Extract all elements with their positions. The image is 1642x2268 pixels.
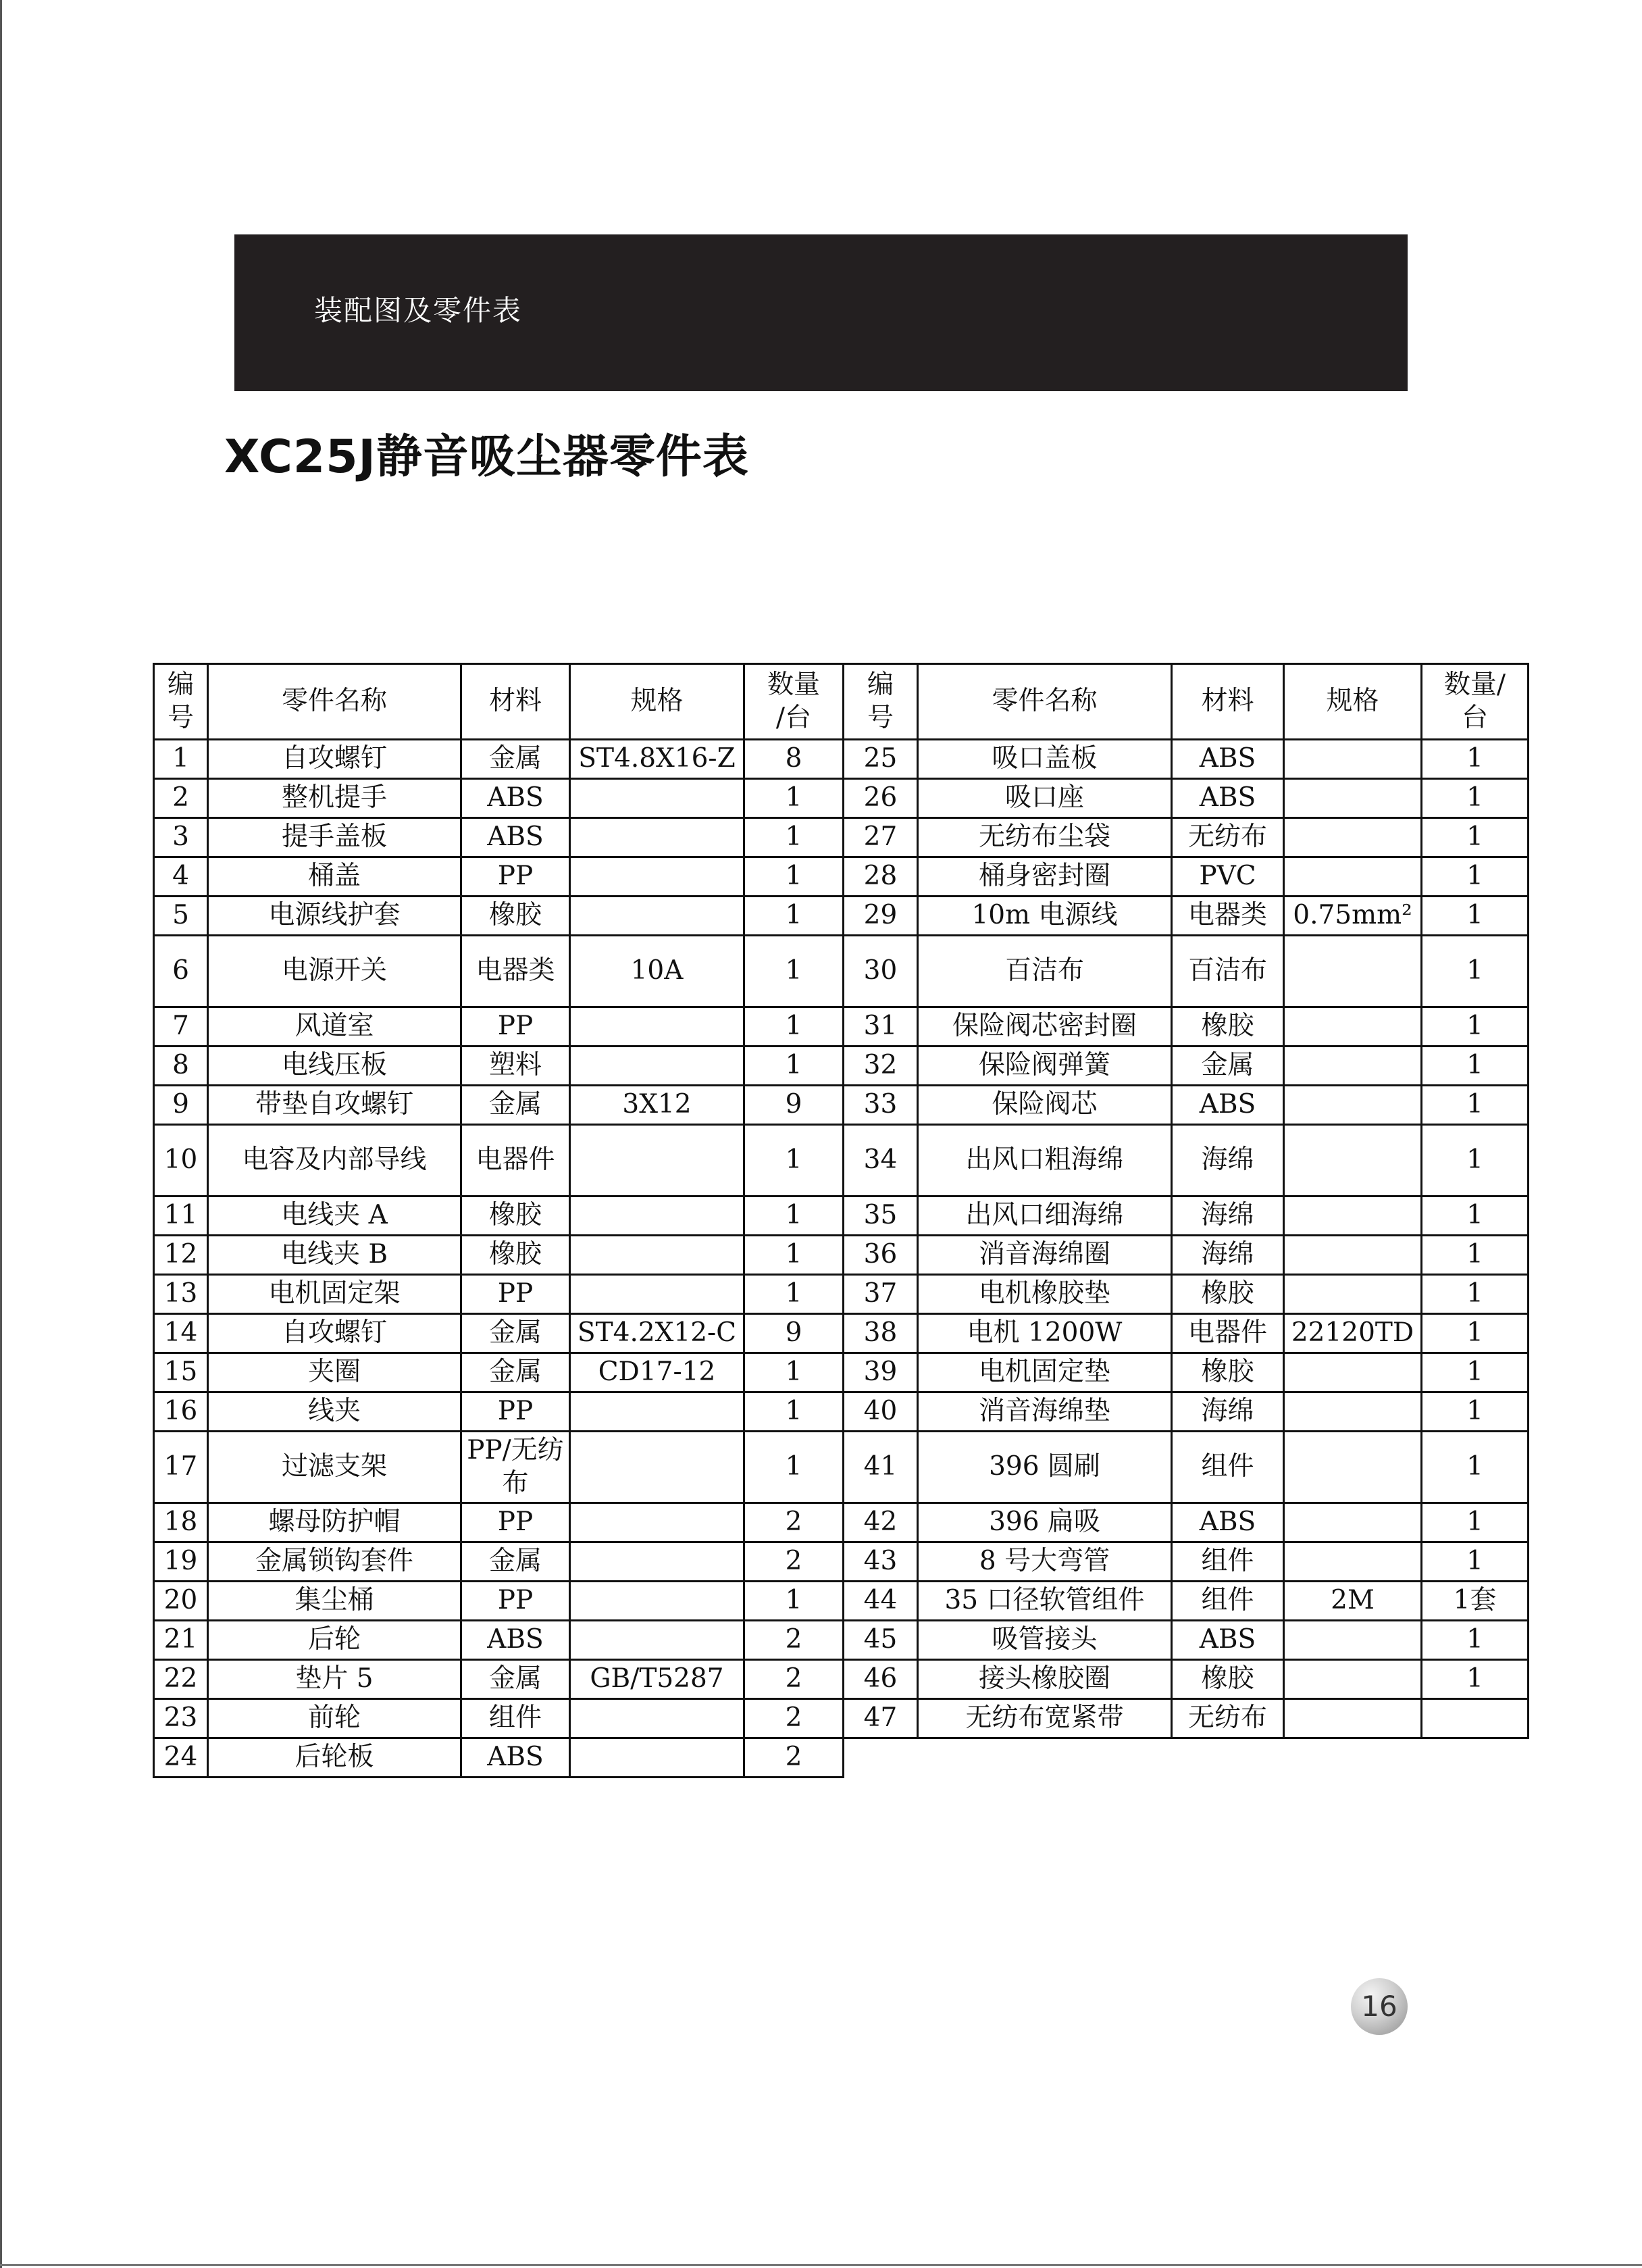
table-row xyxy=(154,1196,1529,1236)
part-name: 集尘桶 xyxy=(208,1582,461,1621)
part-name: 自攻螺钉 xyxy=(208,740,461,779)
part-spec: 10A xyxy=(570,936,744,1007)
part-quantity: 1 xyxy=(1422,1542,1529,1582)
empty-cell xyxy=(1284,1738,1422,1778)
part-material: 橡胶 xyxy=(461,897,570,936)
part-spec xyxy=(1284,1196,1422,1236)
part-quantity: 1 xyxy=(744,1047,844,1086)
part-spec xyxy=(1284,779,1422,818)
part-number: 1 xyxy=(154,740,208,779)
part-material: 橡胶 xyxy=(1172,1007,1284,1047)
table-row xyxy=(154,936,1529,1007)
part-quantity: 1 xyxy=(744,1007,844,1047)
part-material: ABS xyxy=(1172,1621,1284,1660)
part-material: 组件 xyxy=(1172,1432,1284,1503)
column-header: 材料 xyxy=(461,664,570,740)
part-name: 电源开关 xyxy=(208,936,461,1007)
part-material: 电器件 xyxy=(1172,1314,1284,1353)
part-spec xyxy=(570,818,744,857)
part-name: 垫片 5 xyxy=(208,1660,461,1699)
part-spec xyxy=(1284,857,1422,897)
part-quantity: 1 xyxy=(744,857,844,897)
part-quantity: 2 xyxy=(744,1738,844,1778)
part-spec xyxy=(570,1699,744,1738)
page-border xyxy=(0,2264,1642,2266)
column-header: 零件名称 xyxy=(918,664,1172,740)
part-material: 橡胶 xyxy=(1172,1660,1284,1699)
part-quantity: 1 xyxy=(744,897,844,936)
part-name: 保险阀芯密封圈 xyxy=(918,1007,1172,1047)
part-spec xyxy=(1284,1086,1422,1125)
part-quantity: 2 xyxy=(744,1503,844,1542)
part-quantity: 9 xyxy=(744,1086,844,1125)
part-material: 金属 xyxy=(461,1314,570,1353)
part-quantity: 1 xyxy=(744,818,844,857)
part-quantity: 1 xyxy=(744,1125,844,1196)
part-number: 45 xyxy=(844,1621,918,1660)
column-header: 数量/ 台 xyxy=(1422,664,1529,740)
part-spec xyxy=(570,1236,744,1275)
part-name: 无纺布宽紧带 xyxy=(918,1699,1172,1738)
part-spec: 0.75mm² xyxy=(1284,897,1422,936)
part-name: 电机 1200W xyxy=(918,1314,1172,1353)
part-number: 13 xyxy=(154,1275,208,1314)
part-material: 无纺布 xyxy=(1172,1699,1284,1738)
part-name: 消音海绵圈 xyxy=(918,1236,1172,1275)
part-quantity: 1 xyxy=(1422,740,1529,779)
part-number: 43 xyxy=(844,1542,918,1582)
part-number: 25 xyxy=(844,740,918,779)
part-spec: GB/T5287 xyxy=(570,1660,744,1699)
part-spec xyxy=(570,1196,744,1236)
part-name: 8 号大弯管 xyxy=(918,1542,1172,1582)
part-name: 后轮板 xyxy=(208,1738,461,1778)
part-spec xyxy=(1284,1660,1422,1699)
part-number: 14 xyxy=(154,1314,208,1353)
part-quantity: 1 xyxy=(744,1432,844,1503)
part-quantity: 1 xyxy=(1422,1007,1529,1047)
part-spec xyxy=(570,1275,744,1314)
part-material: PVC xyxy=(1172,857,1284,897)
part-name: 整机提手 xyxy=(208,779,461,818)
part-spec xyxy=(1284,936,1422,1007)
part-number: 40 xyxy=(844,1392,918,1432)
part-name: 保险阀弹簧 xyxy=(918,1047,1172,1086)
part-material: 金属 xyxy=(1172,1047,1284,1086)
table-row xyxy=(154,897,1529,936)
table-row xyxy=(154,1738,1529,1778)
table-row xyxy=(154,818,1529,857)
part-quantity: 2 xyxy=(744,1660,844,1699)
part-quantity: 1 xyxy=(744,936,844,1007)
part-name: 自攻螺钉 xyxy=(208,1314,461,1353)
part-name: 桶身密封圈 xyxy=(918,857,1172,897)
part-spec xyxy=(570,1007,744,1047)
part-name: 螺母防护帽 xyxy=(208,1503,461,1542)
part-spec xyxy=(1284,1275,1422,1314)
part-number: 39 xyxy=(844,1353,918,1392)
table-row xyxy=(154,1699,1529,1738)
part-quantity: 1 xyxy=(1422,818,1529,857)
part-quantity: 2 xyxy=(744,1542,844,1582)
part-name: 吸管接头 xyxy=(918,1621,1172,1660)
part-name: 10m 电源线 xyxy=(918,897,1172,936)
column-header: 规格 xyxy=(570,664,744,740)
part-number: 29 xyxy=(844,897,918,936)
part-name: 夹圈 xyxy=(208,1353,461,1392)
part-material: PP xyxy=(461,1275,570,1314)
table-header-row xyxy=(154,664,1529,740)
part-name: 后轮 xyxy=(208,1621,461,1660)
part-material: ABS xyxy=(461,1738,570,1778)
part-number: 17 xyxy=(154,1432,208,1503)
part-material: 无纺布 xyxy=(1172,818,1284,857)
part-number: 42 xyxy=(844,1503,918,1542)
part-material: ABS xyxy=(1172,1086,1284,1125)
part-spec: ST4.2X12-C xyxy=(570,1314,744,1353)
part-quantity: 1 xyxy=(1422,1047,1529,1086)
column-header: 零件名称 xyxy=(208,664,461,740)
part-name: 线夹 xyxy=(208,1392,461,1432)
part-quantity: 1 xyxy=(1422,779,1529,818)
part-material: 百洁布 xyxy=(1172,936,1284,1007)
part-spec xyxy=(1284,1503,1422,1542)
part-name: 带垫自攻螺钉 xyxy=(208,1086,461,1125)
part-number: 22 xyxy=(154,1660,208,1699)
part-quantity: 1 xyxy=(1422,1503,1529,1542)
part-material: PP xyxy=(461,1392,570,1432)
part-material: 金属 xyxy=(461,1086,570,1125)
part-number: 44 xyxy=(844,1582,918,1621)
part-material: ABS xyxy=(1172,779,1284,818)
part-spec xyxy=(1284,1621,1422,1660)
table-row xyxy=(154,1582,1529,1621)
part-spec xyxy=(570,897,744,936)
part-spec xyxy=(1284,1007,1422,1047)
part-name: 出风口细海绵 xyxy=(918,1196,1172,1236)
part-number: 37 xyxy=(844,1275,918,1314)
part-material: 海绵 xyxy=(1172,1196,1284,1236)
part-material: PP xyxy=(461,1582,570,1621)
part-number: 11 xyxy=(154,1196,208,1236)
part-material: PP/无纺布 xyxy=(461,1432,570,1503)
part-name: 电机固定垫 xyxy=(918,1353,1172,1392)
part-spec: 3X12 xyxy=(570,1086,744,1125)
part-name: 风道室 xyxy=(208,1007,461,1047)
part-number: 18 xyxy=(154,1503,208,1542)
part-material: PP xyxy=(461,1503,570,1542)
part-spec xyxy=(570,1125,744,1196)
table-row xyxy=(154,1125,1529,1196)
part-number: 41 xyxy=(844,1432,918,1503)
part-quantity: 1 xyxy=(1422,1621,1529,1660)
part-name: 保险阀芯 xyxy=(918,1086,1172,1125)
part-name: 出风口粗海绵 xyxy=(918,1125,1172,1196)
part-spec xyxy=(570,1392,744,1432)
part-quantity: 1 xyxy=(1422,1236,1529,1275)
part-material: ABS xyxy=(461,779,570,818)
part-number: 28 xyxy=(844,857,918,897)
part-quantity: 1 xyxy=(744,1353,844,1392)
page-number: 16 xyxy=(1351,1978,1408,2035)
part-material: 橡胶 xyxy=(1172,1353,1284,1392)
part-number: 23 xyxy=(154,1699,208,1738)
part-number: 31 xyxy=(844,1007,918,1047)
empty-cell xyxy=(1172,1738,1284,1778)
part-number: 24 xyxy=(154,1738,208,1778)
part-number: 47 xyxy=(844,1699,918,1738)
part-name: 无纺布尘袋 xyxy=(918,818,1172,857)
part-name: 电线夹 A xyxy=(208,1196,461,1236)
part-name: 电源线护套 xyxy=(208,897,461,936)
part-number: 46 xyxy=(844,1660,918,1699)
part-spec xyxy=(1284,1432,1422,1503)
part-spec: CD17-12 xyxy=(570,1353,744,1392)
part-number: 6 xyxy=(154,936,208,1007)
part-spec xyxy=(1284,1236,1422,1275)
part-number: 7 xyxy=(154,1007,208,1047)
empty-cell xyxy=(1422,1738,1529,1778)
part-quantity: 1 xyxy=(1422,1196,1529,1236)
table-row xyxy=(154,1542,1529,1582)
part-number: 8 xyxy=(154,1047,208,1086)
part-name: 吸口盖板 xyxy=(918,740,1172,779)
part-material: ABS xyxy=(1172,740,1284,779)
part-quantity: 1 xyxy=(744,1392,844,1432)
page-border xyxy=(0,0,2,2268)
part-material: 橡胶 xyxy=(1172,1275,1284,1314)
part-spec xyxy=(1284,818,1422,857)
part-number: 35 xyxy=(844,1196,918,1236)
document-title: XC25J静音吸尘器零件表 xyxy=(224,430,749,484)
part-quantity: 1 xyxy=(1422,1353,1529,1392)
part-number: 16 xyxy=(154,1392,208,1432)
table-row xyxy=(154,1503,1529,1542)
table-row xyxy=(154,857,1529,897)
part-material: PP xyxy=(461,1007,570,1047)
part-name: 吸口座 xyxy=(918,779,1172,818)
table-row xyxy=(154,1086,1529,1125)
part-material: 组件 xyxy=(461,1699,570,1738)
part-material: ABS xyxy=(1172,1503,1284,1542)
column-header: 数量 /台 xyxy=(744,664,844,740)
part-spec xyxy=(1284,1392,1422,1432)
part-number: 3 xyxy=(154,818,208,857)
part-spec xyxy=(1284,1047,1422,1086)
part-material: ABS xyxy=(461,1621,570,1660)
part-name: 桶盖 xyxy=(208,857,461,897)
part-number: 10 xyxy=(154,1125,208,1196)
part-name: 电线夹 B xyxy=(208,1236,461,1275)
part-material: 海绵 xyxy=(1172,1236,1284,1275)
part-quantity: 1 xyxy=(1422,1660,1529,1699)
table-row xyxy=(154,1047,1529,1086)
part-number: 33 xyxy=(844,1086,918,1125)
table-row xyxy=(154,1007,1529,1047)
part-number: 27 xyxy=(844,818,918,857)
part-quantity: 1 xyxy=(744,779,844,818)
part-number: 36 xyxy=(844,1236,918,1275)
part-quantity: 1 xyxy=(744,1196,844,1236)
part-material: ABS xyxy=(461,818,570,857)
part-quantity: 1 xyxy=(1422,897,1529,936)
part-number: 38 xyxy=(844,1314,918,1353)
table-row xyxy=(154,779,1529,818)
table-row xyxy=(154,1236,1529,1275)
table-row xyxy=(154,1353,1529,1392)
part-quantity: 1 xyxy=(1422,1432,1529,1503)
part-name: 消音海绵垫 xyxy=(918,1392,1172,1432)
part-quantity: 1 xyxy=(1422,936,1529,1007)
part-material: 电器件 xyxy=(461,1125,570,1196)
table-row xyxy=(154,740,1529,779)
table-row xyxy=(154,1621,1529,1660)
part-name: 396 圆刷 xyxy=(918,1432,1172,1503)
part-quantity: 1 xyxy=(1422,1275,1529,1314)
part-quantity: 2 xyxy=(744,1621,844,1660)
part-name: 电容及内部导线 xyxy=(208,1125,461,1196)
part-name: 前轮 xyxy=(208,1699,461,1738)
table-row xyxy=(154,1660,1529,1699)
part-quantity: 1 xyxy=(744,1236,844,1275)
part-number: 26 xyxy=(844,779,918,818)
part-spec: 22120TD xyxy=(1284,1314,1422,1353)
part-quantity: 8 xyxy=(744,740,844,779)
column-header: 编 号 xyxy=(844,664,918,740)
part-spec xyxy=(570,1582,744,1621)
part-spec xyxy=(570,779,744,818)
part-number: 32 xyxy=(844,1047,918,1086)
part-name: 金属锁钩套件 xyxy=(208,1542,461,1582)
column-header: 编 号 xyxy=(154,664,208,740)
part-name: 接头橡胶圈 xyxy=(918,1660,1172,1699)
part-material: 金属 xyxy=(461,740,570,779)
part-name: 电机橡胶垫 xyxy=(918,1275,1172,1314)
section-title: 装配图及零件表 xyxy=(314,294,523,327)
part-spec xyxy=(1284,1353,1422,1392)
table-row xyxy=(154,1275,1529,1314)
part-quantity: 1 xyxy=(1422,857,1529,897)
part-quantity: 1 xyxy=(1422,1086,1529,1125)
part-spec xyxy=(1284,1542,1422,1582)
part-name: 过滤支架 xyxy=(208,1432,461,1503)
part-quantity: 1 xyxy=(744,1275,844,1314)
part-number: 30 xyxy=(844,936,918,1007)
part-material: 组件 xyxy=(1172,1542,1284,1582)
column-header: 规格 xyxy=(1284,664,1422,740)
part-quantity: 1 xyxy=(1422,1314,1529,1353)
part-material: PP xyxy=(461,857,570,897)
part-number: 12 xyxy=(154,1236,208,1275)
part-number: 21 xyxy=(154,1621,208,1660)
part-name: 电线压板 xyxy=(208,1047,461,1086)
section-header-bar xyxy=(234,234,1408,391)
table-row xyxy=(154,1392,1529,1432)
part-spec xyxy=(570,1432,744,1503)
empty-cell xyxy=(918,1738,1172,1778)
part-number: 20 xyxy=(154,1582,208,1621)
part-spec xyxy=(1284,1125,1422,1196)
part-spec xyxy=(570,857,744,897)
part-material: 海绵 xyxy=(1172,1125,1284,1196)
part-name: 提手盖板 xyxy=(208,818,461,857)
part-number: 19 xyxy=(154,1542,208,1582)
part-number: 2 xyxy=(154,779,208,818)
part-number: 34 xyxy=(844,1125,918,1196)
part-spec xyxy=(570,1621,744,1660)
part-material: 金属 xyxy=(461,1542,570,1582)
part-spec xyxy=(1284,740,1422,779)
part-material: 橡胶 xyxy=(461,1236,570,1275)
table-row xyxy=(154,1314,1529,1353)
part-spec xyxy=(570,1542,744,1582)
part-spec xyxy=(570,1047,744,1086)
part-material: 橡胶 xyxy=(461,1196,570,1236)
part-quantity: 1 xyxy=(1422,1125,1529,1196)
part-spec: ST4.8X16-Z xyxy=(570,740,744,779)
part-quantity: 2 xyxy=(744,1699,844,1738)
part-material: 电器类 xyxy=(1172,897,1284,936)
part-quantity: 1 xyxy=(744,1582,844,1621)
part-name: 百洁布 xyxy=(918,936,1172,1007)
part-spec: 2M xyxy=(1284,1582,1422,1621)
part-spec xyxy=(570,1503,744,1542)
part-name: 396 扁吸 xyxy=(918,1503,1172,1542)
table-row xyxy=(154,1432,1529,1503)
part-number: 15 xyxy=(154,1353,208,1392)
part-material: 组件 xyxy=(1172,1582,1284,1621)
part-number: 5 xyxy=(154,897,208,936)
part-quantity xyxy=(1422,1699,1529,1738)
part-spec xyxy=(1284,1699,1422,1738)
part-number: 9 xyxy=(154,1086,208,1125)
part-quantity: 1 xyxy=(1422,1392,1529,1432)
empty-cell xyxy=(844,1738,918,1778)
parts-table xyxy=(153,663,1529,1778)
part-name: 35 口径软管组件 xyxy=(918,1582,1172,1621)
part-material: 海绵 xyxy=(1172,1392,1284,1432)
part-material: 金属 xyxy=(461,1353,570,1392)
part-spec xyxy=(570,1738,744,1778)
part-quantity: 1套 xyxy=(1422,1582,1529,1621)
part-material: 塑料 xyxy=(461,1047,570,1086)
part-name: 电机固定架 xyxy=(208,1275,461,1314)
part-material: 电器类 xyxy=(461,936,570,1007)
part-number: 4 xyxy=(154,857,208,897)
column-header: 材料 xyxy=(1172,664,1284,740)
part-material: 金属 xyxy=(461,1660,570,1699)
part-quantity: 9 xyxy=(744,1314,844,1353)
